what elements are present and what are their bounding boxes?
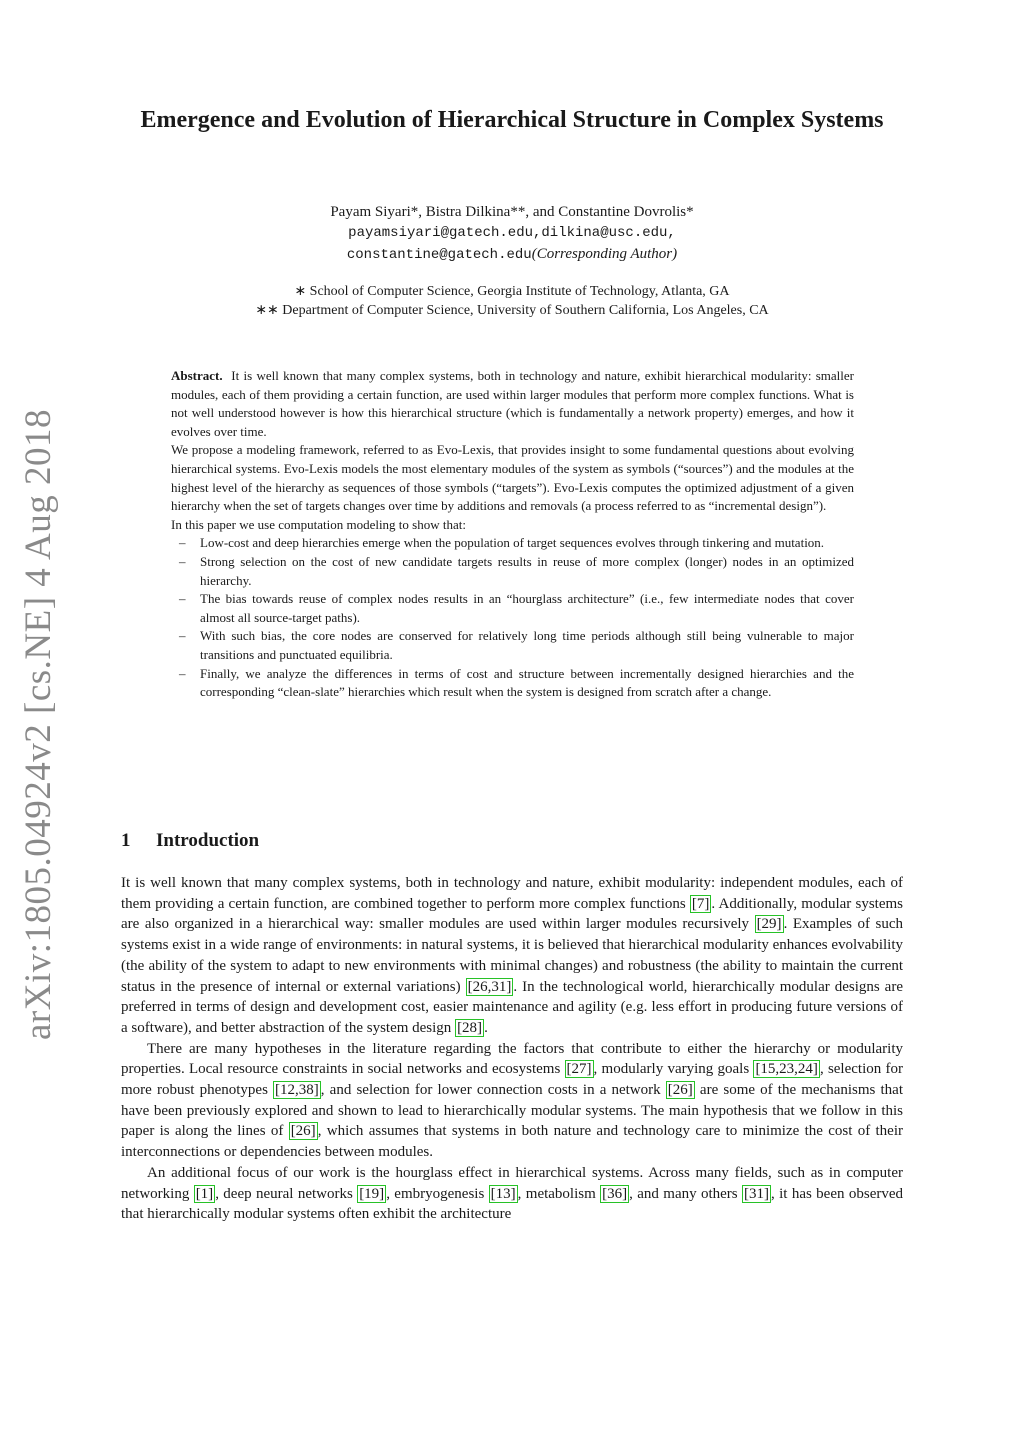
paper-title: Emergence and Evolution of Hierarchical Structure in Complex Systems xyxy=(140,107,884,133)
abstract-findings-list xyxy=(171,534,854,701)
citation-link[interactable]: [26,31] xyxy=(467,978,512,995)
author-emails: payamsiyari@gatech.edu,dilkina@usc.edu, xyxy=(348,225,676,241)
abstract-paragraph xyxy=(171,367,854,441)
list-item: – Strong selection on the cost of new candidate targets results in reuse of more complex (longer) nodes in an optimized hierarchy. xyxy=(179,553,854,588)
section-number: 1 xyxy=(121,830,131,851)
intro-paragraph: There are many hypotheses in the literature regarding the factors that contribute to either the hierarchy or modularity properties. Local resource constraints in social networks and ecosystems [27] , modularly varying goals [15,23,24] , selection for more robust phenotypes [12,38] , and selection for lower connection costs in a network [26] are some of the mechanisms that have been previously explored and shown to lead to hierarchically modular systems. The main hypothesis that we follow in this paper is along the lines of [26] , which assumes that systems in both nature and technology care to minimize the cost of their interconnections or dependencies between modules. xyxy=(121,1040,904,1161)
citation-link[interactable]: [31] xyxy=(744,1185,769,1202)
citation-link[interactable]: [27] xyxy=(566,1061,592,1078)
citation-link[interactable]: [7] xyxy=(691,895,710,912)
author-block xyxy=(110,202,914,266)
abstract xyxy=(171,367,854,702)
citation-link[interactable]: [36] xyxy=(602,1185,628,1202)
citation-link[interactable]: [12,38] xyxy=(275,1082,319,1099)
list-item: – The bias towards reuse of complex nodes results in an “hourglass architecture” (i.e., few intermediate nodes that cover almost all source-target paths). xyxy=(179,591,854,625)
corresponding-email: constantine@gatech.edu xyxy=(346,247,532,263)
corresponding-email-line xyxy=(110,244,914,266)
intro-paragraph: It is well known that many complex systems, both in technology and nature, exhibit modularity: independent modules, each of them providing a certain function, are combined together to perform more complex functions [7] . Additionally, modular systems are also organized in a hierarchical way: smaller modules are used within larger modules recursively [29] . Examples of such systems exist in a wide range of environments: in natural systems, it is believed that hierarchical modularity enhances evolvability (the ability of the system to adapt to new environments with minimal changes) and robustness (the ability to maintain the current status in the presence of internal or external variations) [26,31] . In the technological world, hierarchically modular designs are preferred in terms of design and development cost, easier maintenance and agility (e.g. less effort in producing future versions of a software), and better abstraction of the system design [28] . xyxy=(121,875,903,1036)
list-item: – Low-cost and deep hierarchies emerge when the population of target sequences evolves through tinkering and mutation. xyxy=(179,535,825,551)
author-names: Payam Siyari*, Bistra Dilkina**, and Constantine Dovrolis* xyxy=(330,204,694,220)
citation-link[interactable]: [29] xyxy=(756,916,782,933)
abstract-paragraph: In this paper we use computation modeling to show that: xyxy=(171,516,466,532)
list-item: – With such bias, the core nodes are conserved for relatively long time periods although still being vulnerable to major transitions and punctuated equilibria. xyxy=(179,628,854,662)
abstract-paragraph: We propose a modeling framework, referred to as Evo-Lexis, that provides insight to some fundamental questions about evolving hierarchical systems. Evo-Lexis models the most elementary modules of the system as symbols (“sources”) and the modules at the highest level of the hierarchy as sequences of those symbols (“targets”). Evo-Lexis computes the optimized adjustment of a given hierarchy when the set of targets changes over time by additions and removals (a process referred to as “incremental design”). xyxy=(171,442,854,514)
citation-link[interactable]: [15,23,24] xyxy=(755,1061,818,1078)
citation-link[interactable]: [19] xyxy=(359,1185,385,1202)
abstract-text: It is well known that many complex systems, both in technology and nature, exhibit hierarchical modularity: smaller modules, each of them providing a certain function, are used within larger modules that perform more complex functions. What is not well understood however is how this hierarchical structure (which is fundamentally a network property) emerges, and how it evolves over time. xyxy=(171,368,854,439)
citation-link[interactable]: [26] xyxy=(667,1082,693,1099)
affiliation-gatech: ∗ School of Computer Science, Georgia Institute of Technology, Atlanta, GA xyxy=(294,284,730,299)
section-title: Introduction xyxy=(156,830,260,851)
intro-paragraph: An additional focus of our work is the hourglass effect in hierarchical systems. Across many fields, such as in computer networking [1] , deep neural networks [19] , embryogenesis [13] , metabolism [36] , and many others [31] , it has been observed that hierarchically modular systems often exhibit the architecture xyxy=(121,1164,904,1223)
section-heading xyxy=(121,830,259,852)
citation-link[interactable]: [28] xyxy=(457,1019,483,1036)
affiliation-usc: ∗∗ Department of Computer Science, University of Southern California, Los Angeles, CA xyxy=(255,303,769,318)
arxiv-identifier: arXiv:1805.04924v2 [cs.NE] 4 Aug 2018 xyxy=(18,409,59,1040)
affiliations xyxy=(110,282,914,320)
citation-link[interactable]: [1] xyxy=(195,1185,214,1202)
introduction-body xyxy=(121,873,903,1225)
abstract-label: Abstract. xyxy=(171,368,223,383)
corresponding-note: (Corresponding Author) xyxy=(531,246,678,262)
list-item: – Finally, we analyze the differences in terms of cost and structure between incrementally designed hierarchies and the corresponding “clean-slate” hierarchies which result when the system is designed from scratch after a change. xyxy=(179,665,854,700)
citation-link[interactable]: [26] xyxy=(290,1123,316,1140)
citation-link[interactable]: [13] xyxy=(490,1185,516,1202)
